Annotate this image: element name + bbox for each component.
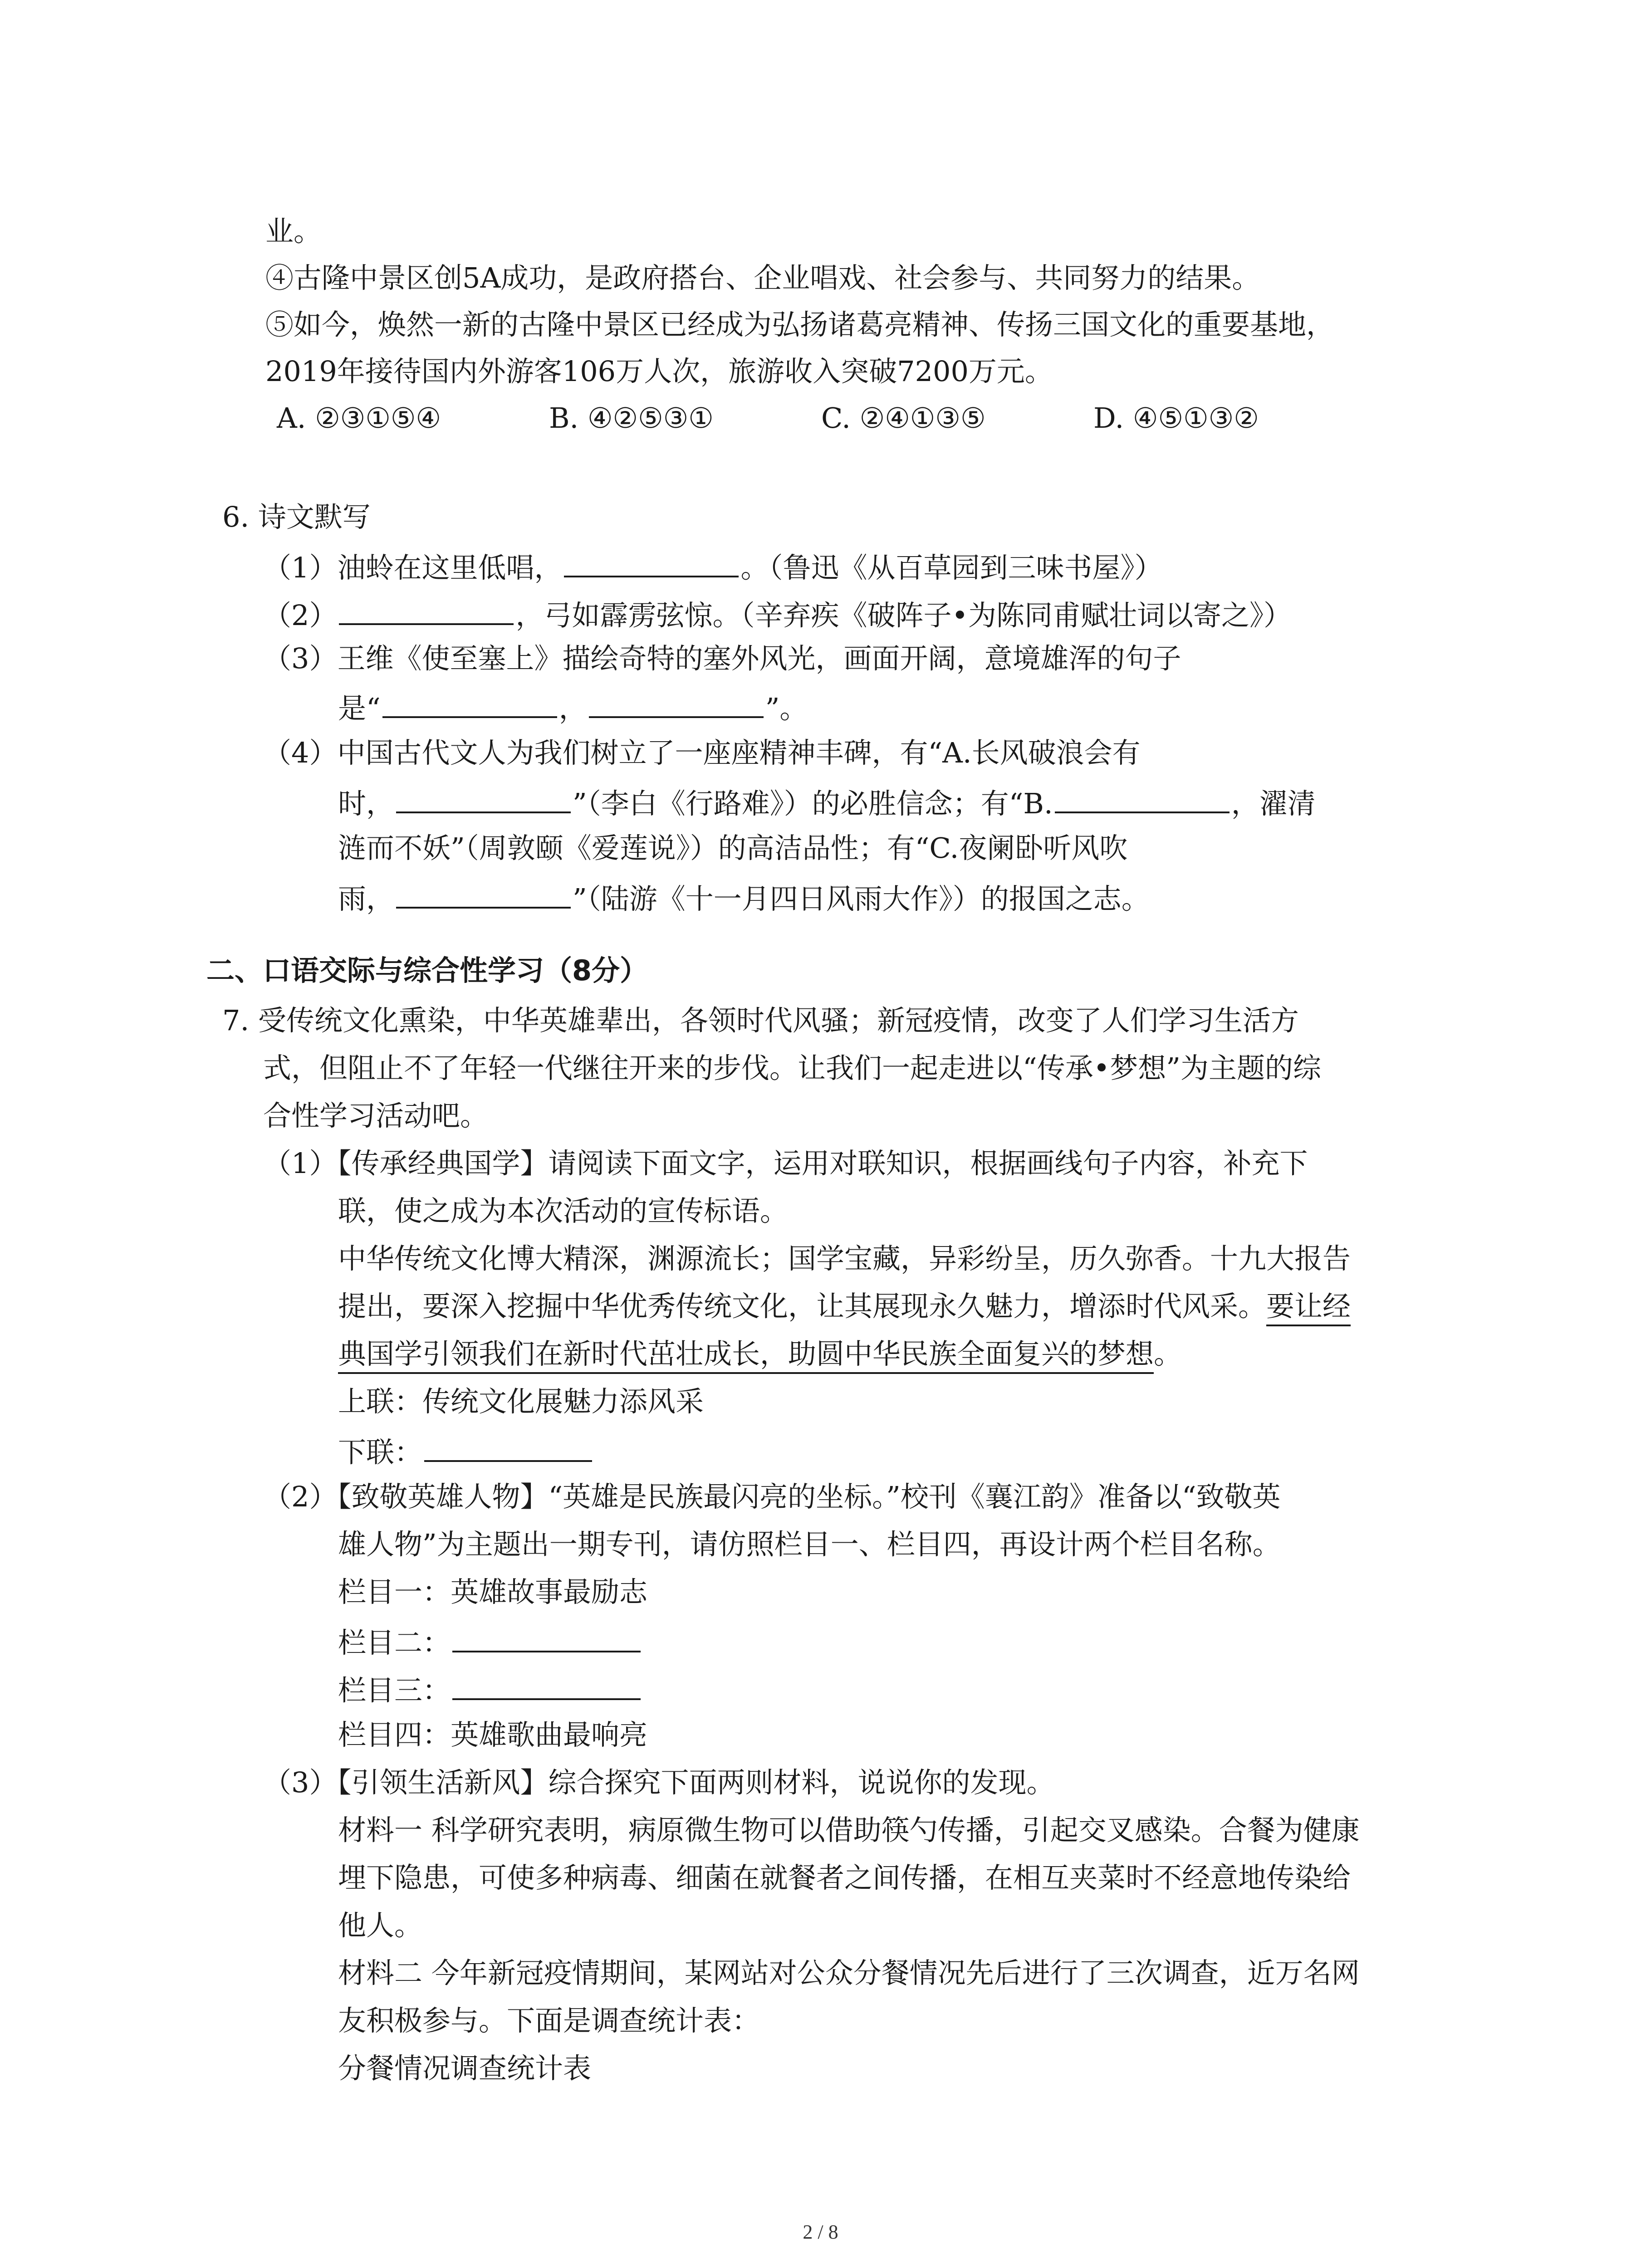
q7-column-1: 栏目一：英雄故事最励志 [338, 1575, 648, 1608]
q7-column-3: 栏目三： [338, 1669, 642, 1709]
q5-option-c[interactable]: C. ②④①③⑤ [821, 401, 986, 435]
q7-part2-b: 雄人物”为主题出一期专刊，请仿照栏目一、栏目四，再设计两个栏目名称。 [338, 1528, 1281, 1561]
q7-table-title: 分餐情况调查统计表 [338, 2052, 592, 2085]
q7-part1-a: （1）【传承经典国学】请阅读下面文字，运用对联知识，根据画线句子内容，补充下 [263, 1147, 1308, 1180]
q6-item-1: （1）油蛉在这里低唱， 。（鲁迅《从百草园到三味书屋》） [263, 547, 1162, 586]
q6-blank-2[interactable] [339, 594, 514, 625]
q6-item-2: （2） ，弓如霹雳弦惊。（辛弃疾《破阵子•为陈同甫赋壮词以寄之》） [263, 594, 1292, 634]
q6-item-4c: 涟而不妖”（周敦颐《爱莲说》）的高洁品性；有“C.夜阑卧听风吹 [338, 831, 1128, 865]
page-number: 2 / 8 [803, 2221, 838, 2243]
q6-item-3b: 是“ ， ”。 [338, 687, 808, 727]
q5-option-a[interactable]: A. ②③①⑤④ [277, 401, 441, 435]
q7-part1-d: 提出，要深入挖掘中华优秀传统文化，让其展现永久魅力，增添时代风采。要让经 [338, 1288, 1351, 1325]
q7-column-4: 栏目四：英雄歌曲最响亮 [338, 1718, 648, 1751]
q7-material-2b: 友积极参与。下面是调查统计表： [338, 2004, 760, 2037]
q5-sentence-5a: ⑤如今，焕然一新的古隆中景区已经成为弘扬诸葛亮精神、传扬三国文化的重要基地， [265, 308, 1335, 341]
q7-part2-a: （2）【致敬英雄人物】“英雄是民族最闪亮的坐标。”校刊《襄江韵》准备以“致敬英 [263, 1480, 1281, 1513]
q7-material-1b: 埋下隐患，可使多种病毒、细菌在就餐者之间传播，在相互夹菜时不经意地传染给 [338, 1861, 1351, 1894]
q6-title: 6. 诗文默写 [222, 500, 371, 533]
q7-part1-c: 中华传统文化博大精深，渊源流长；国学宝藏，异彩纷呈，历久弥香。十九大报告 [338, 1242, 1351, 1275]
q7-material-1a: 材料一 科学研究表明，病原微生物可以借助筷勺传播，引起交叉感染。合餐为健康 [338, 1813, 1360, 1847]
q6-blank-4b[interactable] [1055, 782, 1230, 813]
q5-option-b[interactable]: B. ④②⑤③① [549, 401, 714, 435]
q7-material-2a: 材料二 今年新冠疫情期间，某网站对公众分餐情况先后进行了三次调查，近万名网 [338, 1956, 1360, 1989]
q7-intro-1: 7. 受传统文化熏染，中华英雄辈出，各领时代风骚；新冠疫情，改变了人们学习生活方 [222, 1004, 1299, 1037]
q7-intro-2: 式，但阻止不了年轻一代继往开来的步伐。让我们一起走进以“传承•梦想”为主题的综 [263, 1051, 1321, 1085]
q5-options [277, 400, 1366, 436]
q7-couplet-lower: 下联： [338, 1431, 594, 1471]
q5-sentence-5b: 2019年接待国内外游客106万人次，旅游收入突破7200万元。 [265, 355, 1053, 388]
q7-column-2: 栏目二： [338, 1622, 642, 1661]
q6-blank-3a[interactable] [382, 687, 557, 718]
q7-part1-b: 联，使之成为本次活动的宣传标语。 [338, 1194, 789, 1227]
q6-item-3a: （3）王维《使至塞上》描绘奇特的塞外风光，画面开阔，意境雄浑的句子 [263, 642, 1181, 675]
q6-blank-4a[interactable] [396, 782, 571, 813]
couplet-lower-blank[interactable] [424, 1431, 592, 1462]
q6-item-4d: 雨， ”（陆游《十一月四日风雨大作》）的报国之志。 [338, 878, 1150, 917]
q7-couplet-upper: 上联：传统文化展魅力添风采 [338, 1385, 704, 1418]
q6-blank-3b[interactable] [589, 687, 764, 718]
section-2-title: 二、口语交际与综合性学习（8分） [206, 954, 648, 987]
underlined-sentence-start: 要让经 [1266, 1290, 1351, 1326]
underlined-sentence-end: 典国学引领我们在新时代茁壮成长，助圆中华民族全面复兴的梦想 [338, 1337, 1154, 1374]
q7-part1-e: 典国学引领我们在新时代茁壮成长，助圆中华民族全面复兴的梦想。 [338, 1336, 1182, 1372]
q6-blank-1[interactable] [564, 547, 739, 577]
column-2-blank[interactable] [452, 1622, 641, 1652]
q5-sentence-4: ④古隆中景区创5A成功，是政府搭台、企业唱戏、社会参与、共同努力的结果。 [265, 261, 1260, 294]
q5-option-d[interactable]: D. ④⑤①③② [1093, 401, 1259, 435]
q6-item-4b: 时， ”（李白《行路难》）的必胜信念；有“B. ，濯清 [338, 782, 1316, 822]
q7-material-1c: 他人。 [338, 1909, 423, 1942]
q7-part3-a: （3）【引领生活新风】综合探究下面两则材料，说说你的发现。 [263, 1766, 1055, 1799]
q6-item-4a: （4）中国古代文人为我们树立了一座座精神丰碑，有“A.长风破浪会有 [263, 736, 1141, 769]
q6-blank-4c[interactable] [396, 878, 571, 909]
q7-intro-3: 合性学习活动吧。 [263, 1099, 489, 1132]
column-3-blank[interactable] [452, 1669, 641, 1700]
q5-cont: 业。 [265, 215, 322, 248]
